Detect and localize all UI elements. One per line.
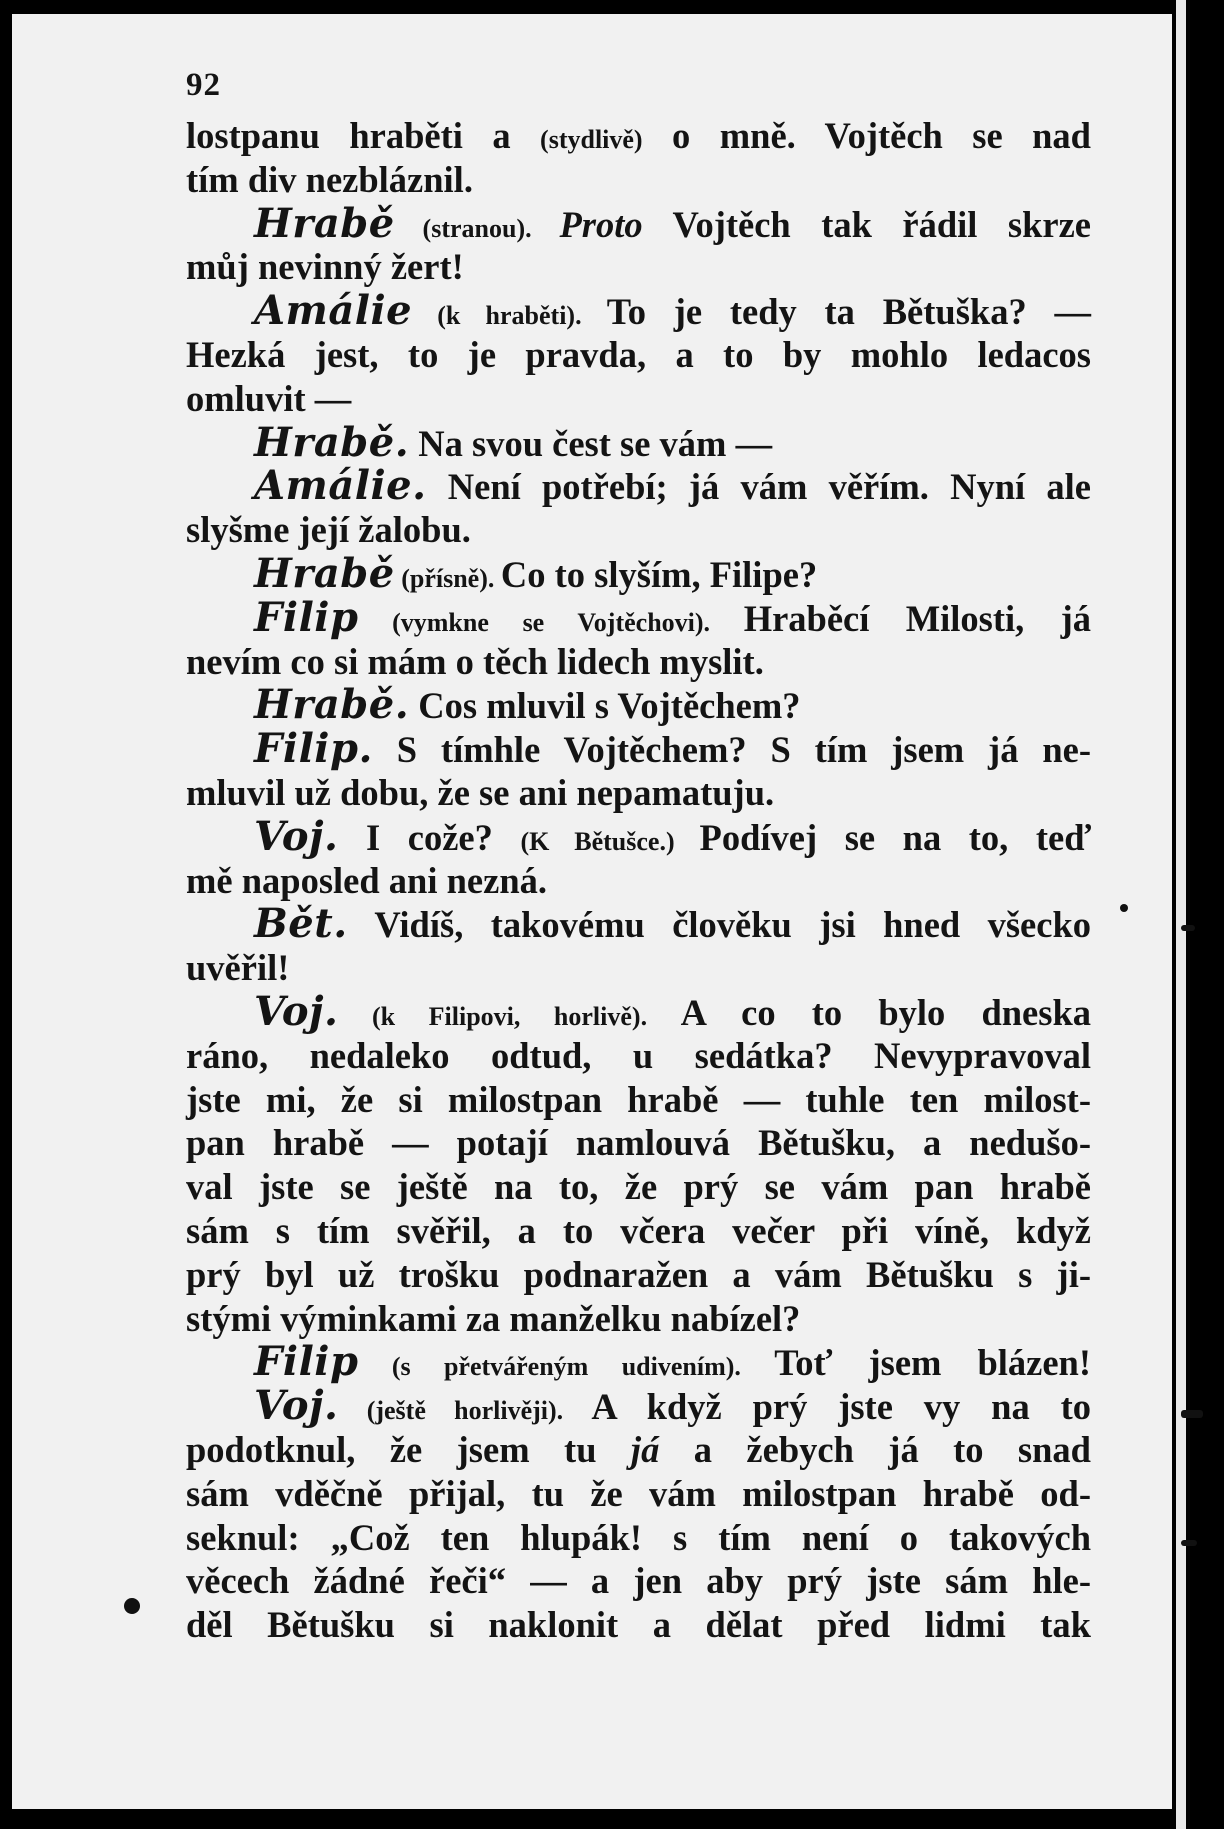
text-line	[186, 1603, 1091, 1647]
speaker-name: Hrabě.	[254, 681, 410, 729]
text-line	[186, 812, 1091, 860]
text-run: mluvil už dobu, že se ani nepamatuju.	[186, 771, 775, 813]
text-run: Toť jsem blázen!	[774, 1342, 1091, 1384]
text-line	[186, 859, 1091, 903]
text-run: To je tedy ta Bětuška? —	[606, 291, 1091, 333]
text-run: val jste se ještě na to, že prý se vám pan hrabě	[186, 1166, 1091, 1208]
scan-border	[1186, 0, 1224, 1829]
text-run: děl Bětušku si naklonit a dělat před lidmi tak	[186, 1604, 1091, 1646]
speaker-name: Bět.	[254, 900, 348, 948]
stage-direction: (k hraběti).	[412, 301, 607, 331]
speaker-name: Filip.	[254, 725, 373, 773]
text-run: lostpanu hraběti a	[186, 115, 541, 156]
text-line	[186, 549, 1091, 597]
stage-direction: (K Bětušce.)	[520, 826, 700, 856]
stage-direction: (k Filipovi, horlivě).	[338, 1001, 681, 1031]
text-run: jste mi, že si milostpan hrabě — tuhle ten milost-	[186, 1078, 1091, 1120]
stage-direction: (stranou).	[394, 213, 560, 243]
text-line	[186, 1472, 1091, 1516]
text-line	[186, 1078, 1091, 1122]
text-run: Vidíš, takovému člověku jsi hned všecko	[347, 904, 1091, 946]
text-line	[186, 1428, 1091, 1472]
text-line	[186, 114, 1091, 158]
stage-direction: (přísně).	[394, 563, 501, 593]
text-line	[186, 418, 1091, 466]
text-run: a žebych já to snad	[659, 1428, 1091, 1470]
text-line	[186, 199, 1091, 247]
text-run: omluvit —	[186, 377, 352, 419]
stage-direction: (vymkne se Vojtěchovi).	[358, 607, 744, 637]
speaker-name: Filip	[254, 1338, 359, 1386]
speaker-name: Filip	[254, 593, 359, 641]
text-run: mě naposled ani nezná.	[186, 859, 547, 901]
text-line	[186, 593, 1091, 641]
speaker-name: Hrabě	[254, 549, 395, 597]
speaker-name: Amálie	[254, 287, 413, 335]
ink-speck	[124, 1598, 140, 1614]
text-run: tím div nezbláznil.	[186, 158, 473, 200]
text-line	[186, 1209, 1091, 1253]
text-line	[186, 902, 1091, 946]
text-line	[186, 289, 1091, 333]
text-line	[186, 1340, 1091, 1384]
text-line	[186, 771, 1091, 815]
stage-direction: (ještě horlivěji).	[338, 1396, 592, 1426]
page-text	[186, 56, 1091, 1647]
text-run: A když prý jste vy na to	[591, 1386, 1091, 1428]
text-run: pan hrabě — potají namlouvá Bětušku, a nedušo-	[186, 1122, 1091, 1164]
text-run: Na svou čest se vám —	[409, 422, 773, 464]
text-run: ráno, nedaleko odtud, u sedátka? Nevypravoval	[186, 1034, 1091, 1076]
text-run: sám s tím svěřil, a to včera večer při víně, když	[186, 1209, 1091, 1251]
speaker-name: Voj.	[254, 1382, 339, 1430]
text-line	[186, 333, 1091, 377]
text-run: Vojtěch tak řádil skrze	[642, 203, 1091, 245]
text-run: Hezká jest, to je pravda, a to by mohlo ledacos	[186, 333, 1091, 375]
text-run: prý byl už trošku podnaražen a vám Bětušku s ji-	[186, 1253, 1091, 1295]
text-run: o mně. Vojtěch se nad	[642, 115, 1091, 156]
text-line	[186, 464, 1091, 508]
text-run: Není potřebí; já vám věřím. Nyní ale	[426, 466, 1091, 508]
text-line	[186, 1516, 1091, 1560]
text-run: Podívej se na to, teď	[699, 816, 1091, 858]
text-run: podotknul, že jsem tu	[186, 1428, 631, 1470]
page-edge	[1176, 0, 1186, 1829]
text-line	[186, 1384, 1091, 1428]
text-run: Co to slyším, Filipe?	[500, 553, 818, 595]
text-line	[186, 158, 1091, 202]
speaker-name: Voj.	[254, 987, 339, 1035]
text-run: uvěřil!	[186, 947, 290, 989]
text-run: Cos mluvil s Vojtěchem?	[409, 685, 801, 727]
text-run: slyšme její žalobu.	[186, 509, 471, 551]
text-line	[186, 727, 1091, 771]
text-line	[186, 683, 1091, 727]
text-line	[186, 1253, 1091, 1297]
text-line	[186, 987, 1091, 1035]
text-run: I cože?	[338, 816, 521, 858]
stage-direction: (s přetvářeným udivením).	[358, 1352, 775, 1382]
text-run: S tímhle Vojtěchem? S tím jsem já ne-	[372, 729, 1091, 771]
text-run: věcech žádné řeči“ — a jen aby prý jste sám hle-	[186, 1560, 1091, 1602]
italic-emphasis: já	[630, 1428, 660, 1470]
speaker-name: Voj.	[254, 812, 339, 860]
speaker-name: Amálie.	[254, 462, 427, 510]
speaker-name: Hrabě.	[254, 418, 410, 466]
ink-speck	[1181, 1410, 1203, 1418]
text-run: seknul: „Což ten hlupák! s tím není o takových	[186, 1516, 1091, 1558]
ink-speck	[1181, 925, 1195, 931]
text-line	[186, 640, 1091, 684]
text-run: můj nevinný žert!	[186, 246, 464, 288]
ink-speck	[1181, 1540, 1197, 1546]
text-run: Hraběcí Milosti, já	[743, 597, 1091, 639]
ink-speck	[1120, 904, 1128, 912]
text-line	[186, 1559, 1091, 1603]
text-run: stými výminkami za manželku nabízel?	[186, 1297, 801, 1339]
text-run: nevím co si mám o těch lidech myslit.	[186, 640, 764, 682]
text-line	[186, 1121, 1091, 1165]
text-run: A co to bylo dneska	[680, 991, 1091, 1033]
italic-emphasis: Proto	[559, 203, 643, 245]
text-line	[186, 508, 1091, 552]
text-run: sám vděčně přijal, tu že vám milostpan hrabě od-	[186, 1472, 1091, 1514]
text-line	[186, 245, 1091, 289]
speaker-name: Hrabě	[254, 199, 395, 247]
text-lines	[186, 114, 1091, 1647]
stage-direction: (stydlivě)	[540, 125, 643, 154]
text-line	[186, 1165, 1091, 1209]
text-line	[186, 1034, 1091, 1078]
text-line	[186, 377, 1091, 421]
text-line	[186, 1297, 1091, 1341]
page-number: 92	[186, 67, 221, 103]
text-line	[186, 946, 1091, 990]
